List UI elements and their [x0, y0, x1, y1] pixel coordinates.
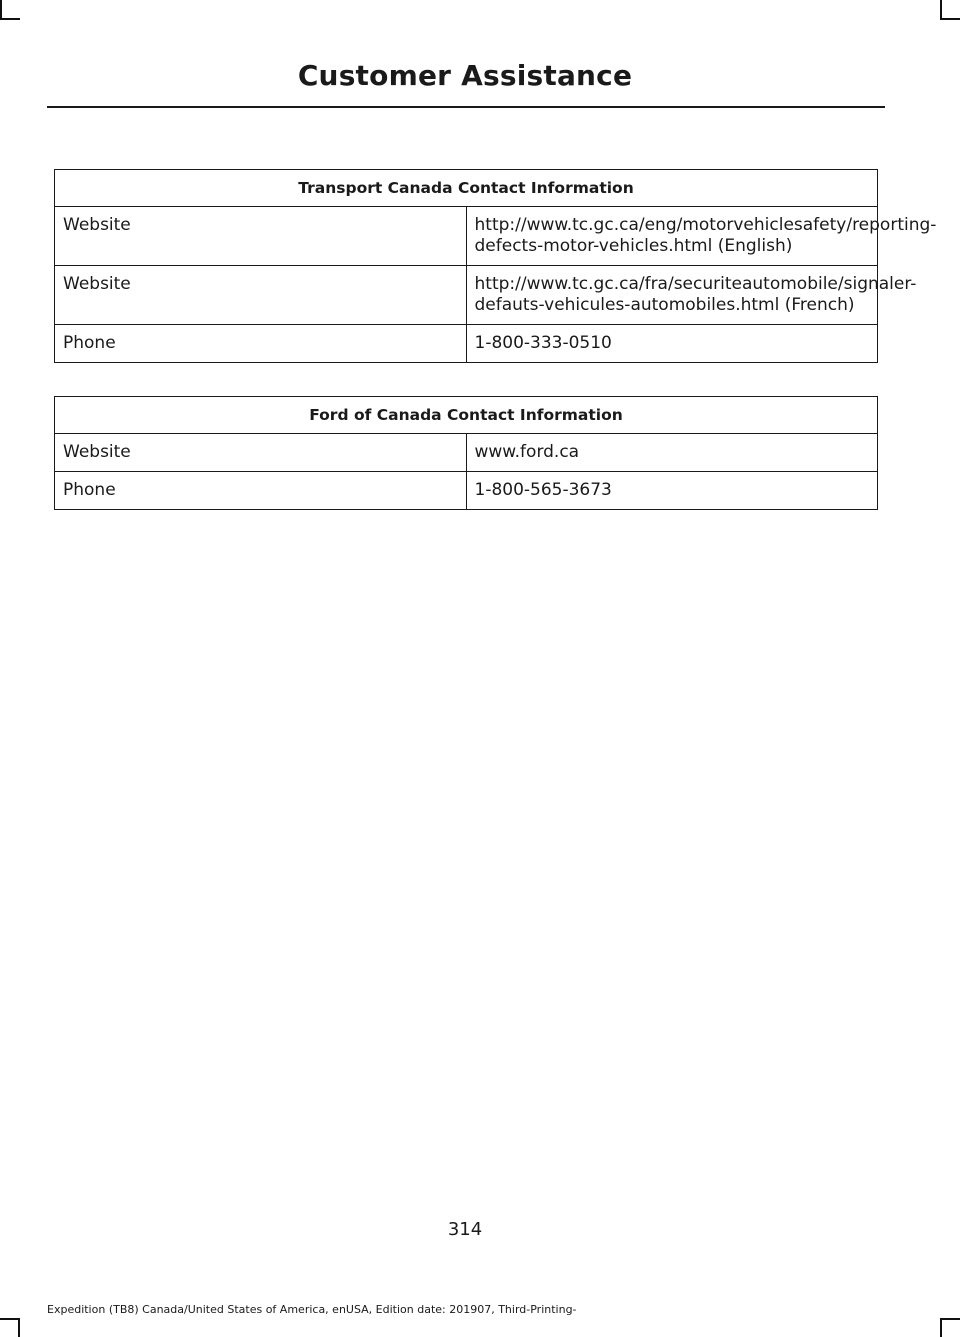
- row-label: Website: [55, 266, 467, 325]
- website-english-link[interactable]: http://www.tc.gc.ca/eng/motorvehiclesafety/reporting-defects-motor-vehicles.html (English): [466, 207, 878, 266]
- crop-mark: [940, 1318, 942, 1337]
- crop-mark: [0, 0, 2, 18]
- transport-canada-contact-table: [54, 169, 937, 363]
- table-row: [55, 434, 878, 472]
- table-header-row: [55, 397, 878, 434]
- row-label: Website: [55, 434, 467, 472]
- header-divider: [47, 106, 885, 108]
- page-title: Customer Assistance: [297, 59, 633, 92]
- table-row: [55, 472, 878, 510]
- crop-mark: [0, 1318, 20, 1320]
- website-link[interactable]: www.ford.ca: [466, 434, 878, 472]
- phone-number: 1-800-565-3673: [466, 472, 878, 510]
- crop-mark: [0, 18, 20, 20]
- row-label: Phone: [55, 325, 467, 363]
- crop-mark: [940, 18, 960, 20]
- phone-number: 1-800-333-0510: [466, 325, 878, 363]
- row-label: Website: [55, 207, 467, 266]
- table-header-row: [55, 170, 878, 207]
- crop-mark: [940, 1318, 960, 1320]
- table-title: Transport Canada Contact Information: [55, 170, 878, 207]
- crop-mark: [18, 1318, 20, 1337]
- table-row: [55, 266, 878, 325]
- ford-canada-contact-table: [54, 396, 878, 510]
- page-number: 314: [447, 1219, 483, 1240]
- website-french-link[interactable]: http://www.tc.gc.ca/fra/securiteautomobile/signaler-defauts-vehicules-automobiles.html (French): [466, 266, 878, 325]
- table-title: Ford of Canada Contact Information: [55, 397, 878, 434]
- table-row: [55, 207, 878, 266]
- crop-mark: [940, 0, 942, 18]
- row-label: Phone: [55, 472, 467, 510]
- table-row: [55, 325, 878, 363]
- edition-footer: Expedition (TB8) Canada/United States of America, enUSA, Edition date: 201907, Third-Printing-: [47, 1303, 577, 1316]
